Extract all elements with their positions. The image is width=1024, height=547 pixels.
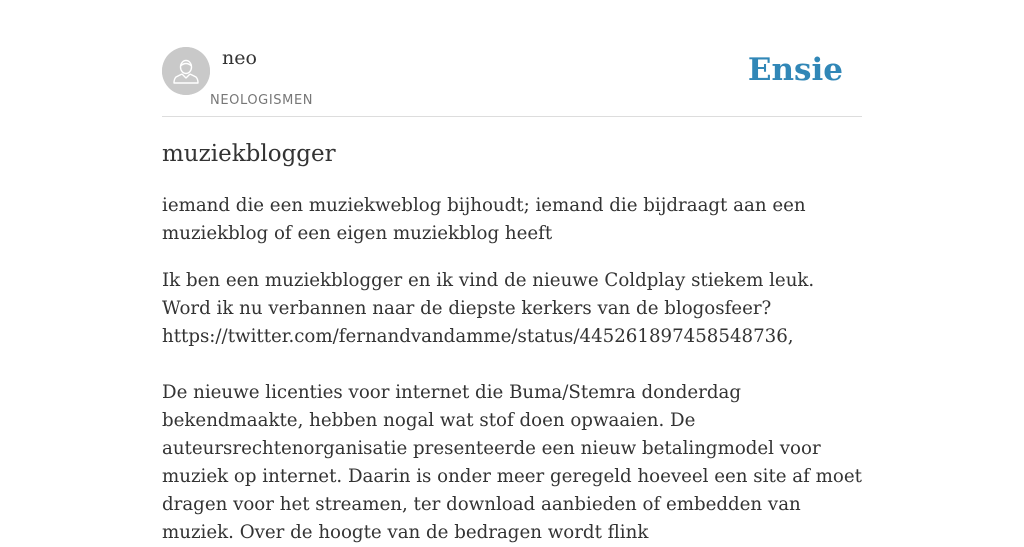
entry-page (162, 0, 862, 543)
entry-example: Ik ben een muziekblogger en ik vind de nieuwe Coldplay stiekem leuk. Word ik nu verbannen naar de diepste kerkers van de blogosfeer? https://twitter.com/fernandvandamme/status/445261897458548736, De nieuwe licenties voor internet die Buma/Stemra donderdag bekendmaakte, hebben nogal wat stof doen opwaaien. De auteursrechtenorganisatie presenteerde een nieuw betalingmodel voor muziek op internet. Daarin is onder meer geregeld hoeveel een site af moet dragen voor het streamen, ter download aanbieden of embedden van muziek. Over de hoogte van de bedragen wordt flink (162, 270, 862, 543)
entry-definition: iemand die een muziekweblog bijhoudt; iemand die bijdraagt aan een muziekblog of een eigen muziekblog heeft (162, 195, 806, 244)
user-silhouette-icon (162, 47, 210, 95)
header (162, 0, 862, 117)
entry-title: muziekblogger (162, 141, 336, 167)
avatar[interactable] (162, 47, 210, 95)
collection-label[interactable]: NEOLOGISMEN (210, 93, 314, 108)
author-name[interactable]: neo (222, 47, 257, 69)
brand-logo[interactable]: Ensie (747, 52, 843, 88)
